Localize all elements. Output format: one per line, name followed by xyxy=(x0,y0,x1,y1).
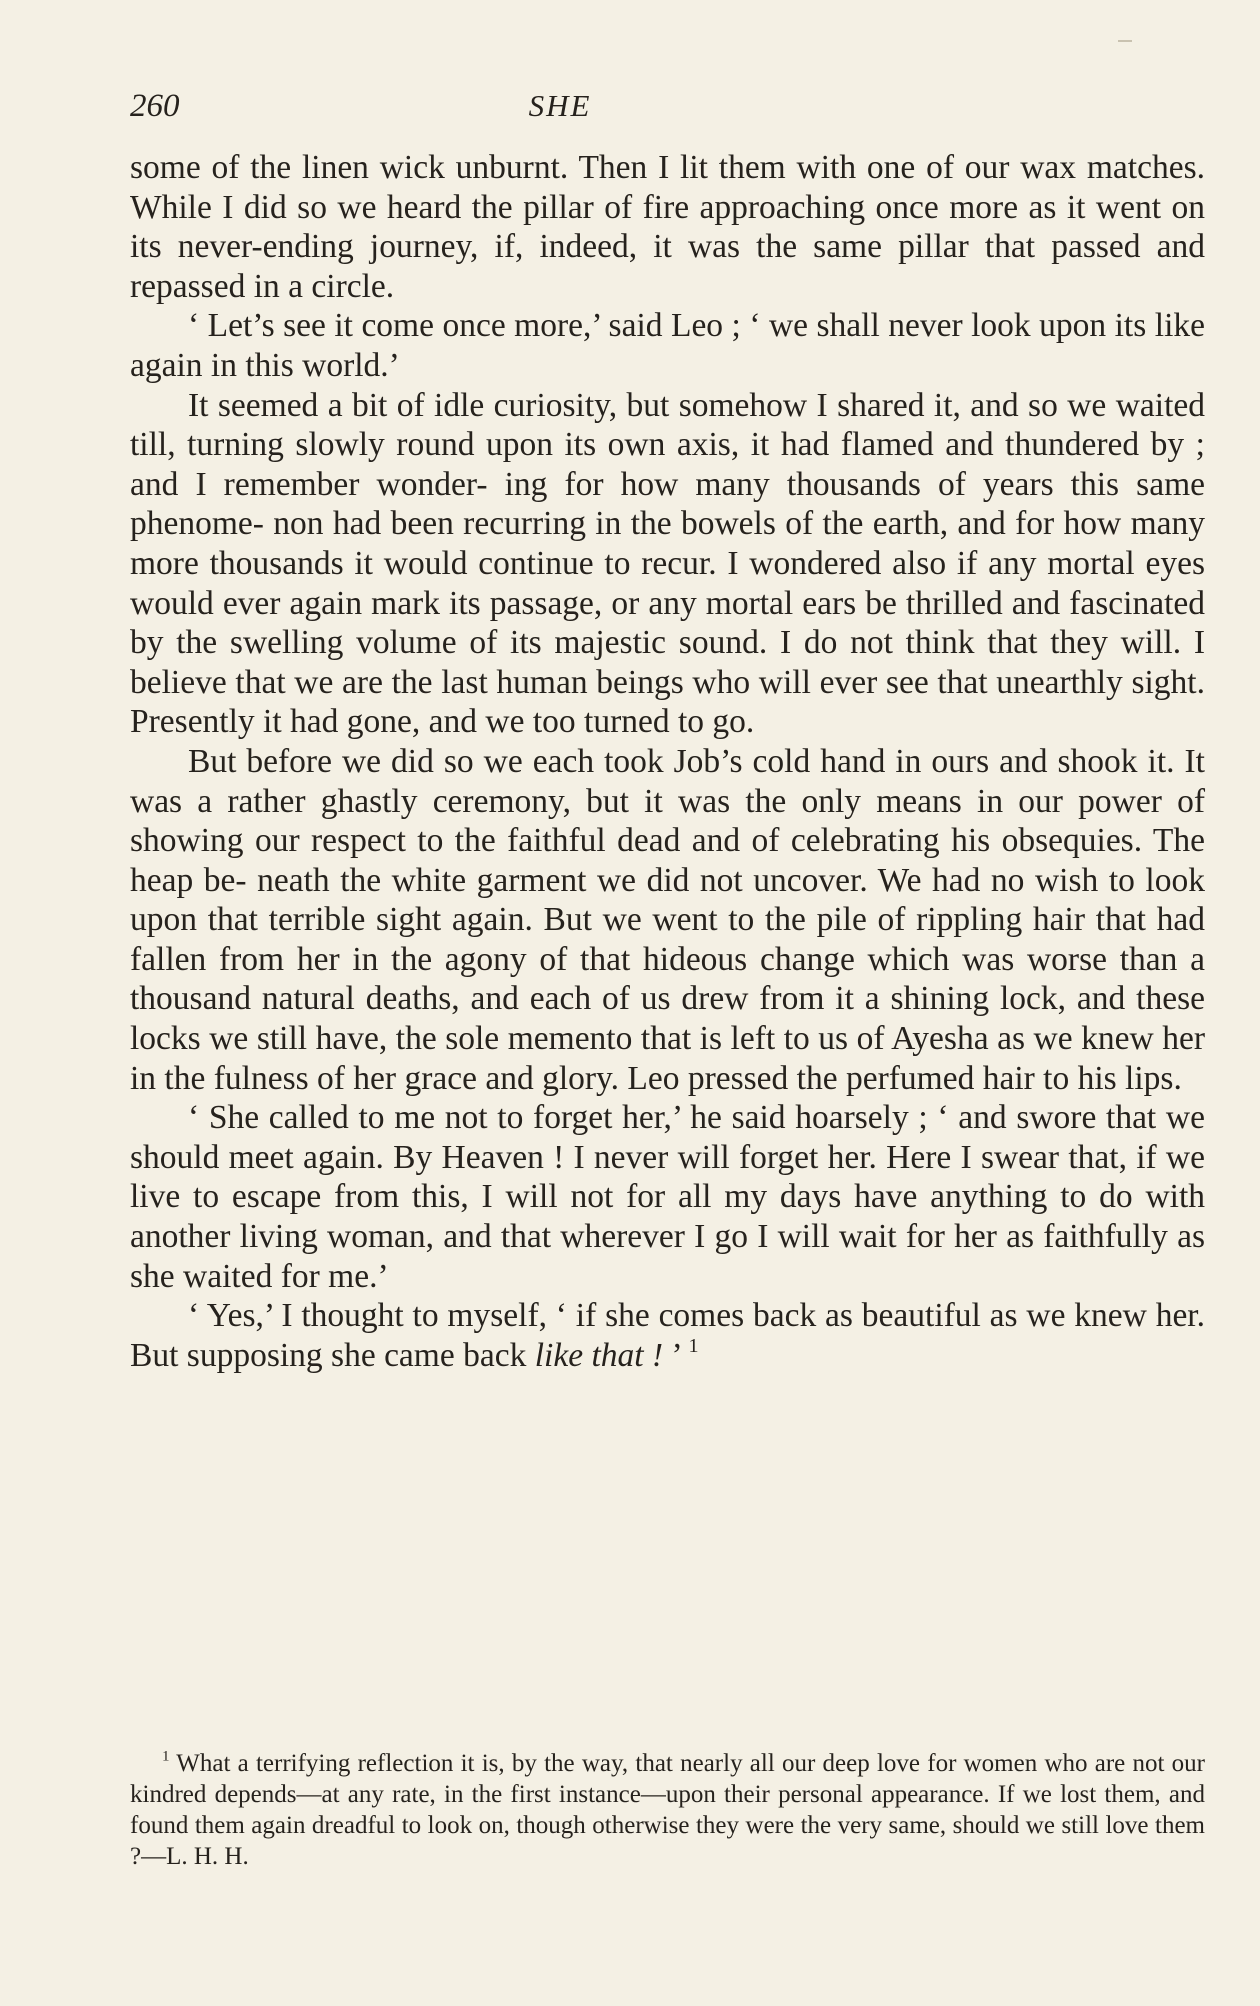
paragraph xyxy=(130,386,1205,742)
page-header xyxy=(130,88,1205,138)
paragraph-text: ’ xyxy=(663,1336,689,1374)
body-text xyxy=(130,148,1205,1375)
paragraph xyxy=(130,306,1205,385)
paragraph-text: It seemed a bit of idle curiosity, but somehow I shared it, and so we waited till, turning slowly round upon its own axis, it had flamed and thundered by ; and I remember wonder- ing for how many thousands of years this same phenome- non had been recurring in the bowels of the earth, and for how many more thousands it would continue to recur. I wondered also if any mortal eyes would ever again mark its passage, or any mortal ears be thrilled and fascinated by the swelling volume of its majestic sound. I do not think that they will. I believe that we are the last human beings who will ever see that unearthly sight. Presently it had gone, and we too turned to go. xyxy=(130,386,1205,741)
paragraph-text: ‘ Yes,’ I thought to myself, ‘ if she comes back as beautiful as we knew her. But supposing she came back xyxy=(130,1297,1205,1374)
running-title: SHE xyxy=(528,88,592,123)
footnote xyxy=(130,1748,1205,1872)
footnote-text: What a terrifying reflection it is, by the way, that nearly all our deep love for women who are not our kindred depends—at any rate, in the first instance—upon their personal appearance. If we lost them, and found them again dreadful to look on, though otherwise they were the very same, should we still love them ?—L. H. H. xyxy=(130,1750,1205,1870)
footnote-marker: 1 xyxy=(162,1748,170,1765)
paragraph xyxy=(130,742,1205,1098)
paragraph-text: some of the linen wick unburnt. Then I lit them with one of our wax matches. While I did so we heard the pillar of fire approaching once more as it went on its never-ending journey, if, indeed, it was the same pillar that passed and repassed in a circle. xyxy=(130,149,1205,305)
paragraph xyxy=(130,148,1205,306)
page-number: 260 xyxy=(130,88,180,124)
paragraph xyxy=(130,1098,1205,1296)
italic-text: like that ! xyxy=(534,1336,664,1374)
paragraph-text: But before we did so we each took Job’s cold hand in ours and shook it. It was a rather ghastly ceremony, but it was the only means in our power of showing our respect to the faithful dead and of celebrating his obsequies. The heap be- neath the white garment we did not uncover. We had no wish to look upon that terrible sight again. But we went to the pile of rippling hair that had fallen from her in the agony of that hideous change which was worse than a thousand natural deaths, and each of us drew from it a shining lock, and these locks we still have, the sole memento that is left to us of Ayesha as we knew her in the fulness of her grace and glory. Leo pressed the perfumed hair to his lips. xyxy=(130,742,1205,1097)
page-edge-mark xyxy=(1118,40,1132,42)
footnote-reference[interactable]: 1 xyxy=(688,1334,699,1357)
footnotes xyxy=(130,1748,1205,1872)
paragraph xyxy=(130,1296,1205,1375)
paragraph-text: ‘ She called to me not to forget her,’ he said hoarsely ; ‘ and swore that we should meet again. By Heaven ! I never will forget her. Here I swear that, if we live to escape from this, I will not for all my days have anything to do with another living woman, and that wherever I go I will wait for her as faithfully as she waited for me.’ xyxy=(130,1099,1205,1295)
paragraph-text: ‘ Let’s see it come once more,’ said Leo ; ‘ we shall never look upon its like again in this world.’ xyxy=(130,307,1205,384)
